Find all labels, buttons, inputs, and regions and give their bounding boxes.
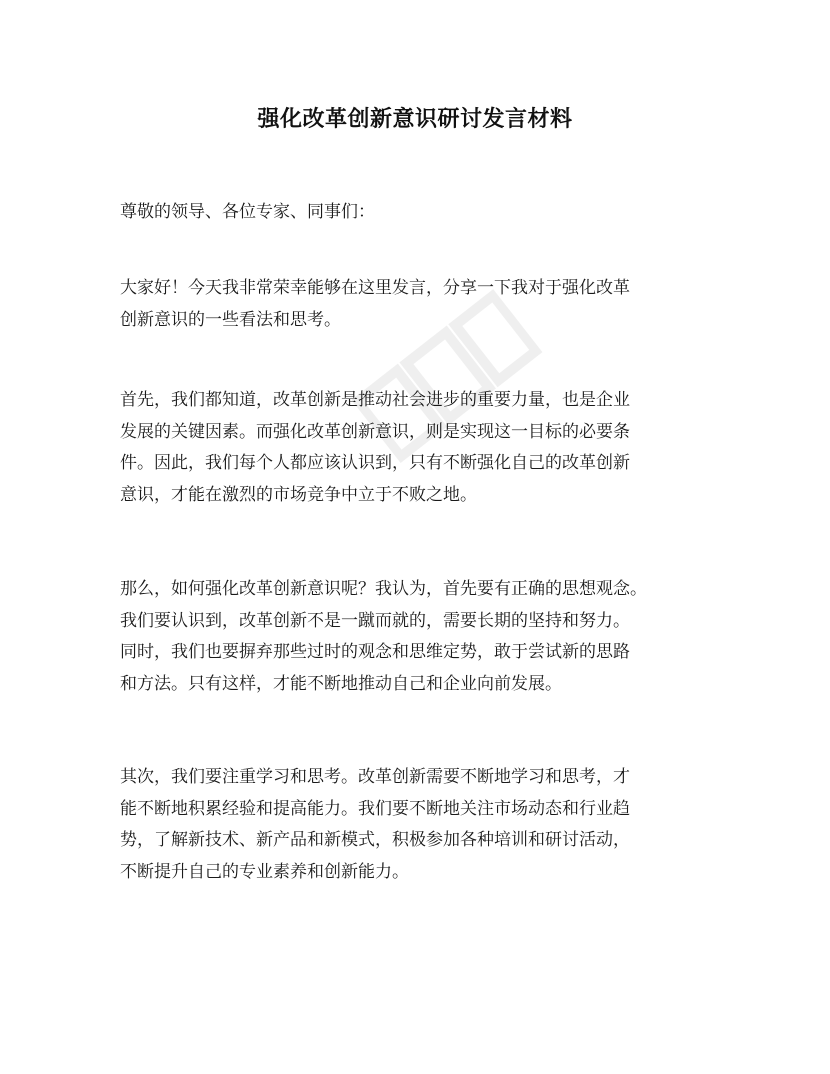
text-line: 首先，我们都知道，改革创新是推动社会进步的重要力量，也是企业 [120,390,630,410]
page-title: 强化改革创新意识研讨发言材料 [257,107,573,132]
paragraph-how-to [120,574,720,700]
text-line: 件。因此，我们每个人都应该认识到，只有不断强化自己的改革创新 [120,453,630,473]
salutation [120,197,720,229]
text-line: 能不断地积累经验和提高能力。我们要不断地关注市场动态和行业趋 [120,798,630,819]
paragraph-first-point [120,385,720,511]
text-line: 意识，才能在激烈的市场竞争中立于不败之地。 [120,484,477,505]
text-line: 其次，我们要注重学习和思考。改革创新需要不断地学习和思考，才 [120,767,630,787]
text-line: 我们要认识到，改革创新不是一蹴而就的，需要长期的坚持和努力。 [120,610,630,631]
paragraph-intro [120,273,720,336]
text-line: 发展的关键因素。而强化改革创新意识，则是实现这一目标的必要条 [120,421,630,442]
paragraph-second-point [120,762,720,888]
text-line: 大家好！今天我非常荣幸能够在这里发言，分享一下我对于强化改革 [120,278,630,298]
text-line: 不断提升自己的专业素养和创新能力。 [120,861,409,882]
text-line: 创新意识的一些看法和思考。 [120,309,341,330]
text-line: 和方法。只有这样，才能不断地推动自己和企业向前发展。 [120,673,562,694]
text-line: 同时，我们也要摒弃那些过时的观念和思维定势，敢于尝试新的思路 [120,642,630,662]
text-line: 尊敬的领导、各位专家、同事们： [120,202,375,222]
text-line: 那么，如何强化改革创新意识呢？我认为，首先要有正确的思想观念。 [120,579,647,599]
text-line: 势，了解新技术、新产品和新模式，积极参加各种培训和研讨活动， [120,830,630,850]
